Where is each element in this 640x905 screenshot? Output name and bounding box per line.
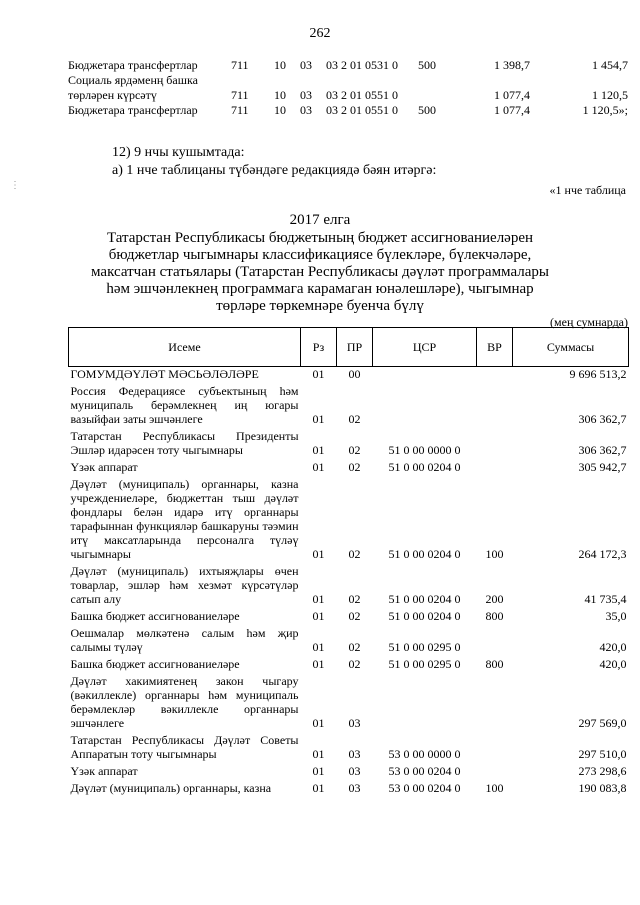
cell-name: Оешмалар мөлкәтенә салым һәм җир салымы түләү — [70, 626, 299, 654]
cell-name: Дәүләт (муниципаль) ихтыяҗлары өчен товарлар, эшләр һәм хезмәт күрсәтүләр сатып алу — [70, 564, 299, 606]
table-row — [69, 381, 629, 426]
continuation-cell-v2: 1 454,7 — [592, 58, 628, 72]
cell-rz: 01 — [312, 747, 325, 761]
cell-csr: 53 0 00 0204 0 — [388, 764, 461, 778]
table-row — [69, 561, 629, 606]
table-header-row — [69, 328, 629, 367]
cell-sum: 306 362,7 — [578, 412, 627, 426]
continuation-row — [68, 88, 628, 104]
cell-sum: 41 735,4 — [584, 592, 627, 606]
table-row — [69, 606, 629, 623]
cell-sum: 420,0 — [599, 640, 627, 654]
cell-csr: 51 0 00 0295 0 — [388, 657, 461, 671]
cell-pr: 02 — [348, 443, 361, 457]
cell-pr: 00 — [348, 367, 361, 381]
continuation-cell-vr: 500 — [418, 103, 436, 117]
continuation-cell-rz: 10 — [274, 58, 286, 72]
continuation-cell-name: Социаль ярдәменң башка — [68, 73, 198, 87]
cell-rz: 01 — [312, 640, 325, 654]
cell-sum: 9 696 513,2 — [569, 367, 627, 381]
continuation-cell-rz: 10 — [274, 88, 286, 102]
cell-sum: 306 362,7 — [578, 443, 627, 457]
cell-sum: 273 298,6 — [578, 764, 627, 778]
table-row — [69, 654, 629, 671]
continuation-cell-pr: 03 — [300, 88, 312, 102]
cell-pr: 02 — [348, 460, 361, 474]
cell-pr: 02 — [348, 640, 361, 654]
continuation-cell-v1: 1 077,4 — [494, 88, 530, 102]
continuation-cell-ved: 711 — [231, 88, 249, 102]
cell-csr: 51 0 00 0204 0 — [388, 460, 461, 474]
scan-margin-mark: ⋮ — [10, 180, 20, 191]
cell-vr — [477, 381, 513, 426]
continuation-cell-name: Бюджетара трансфертлар — [68, 103, 198, 117]
continuation-cell-csr: 03 2 01 0531 0 — [326, 58, 398, 72]
cell-pr: 02 — [348, 592, 361, 606]
continuation-cell-csr: 03 2 01 0551 0 — [326, 88, 398, 102]
cell-vr — [477, 730, 513, 761]
continuation-cell-name: Бюджетара трансфертлар — [68, 58, 198, 72]
table-heading: Татарстан Республикасы бюджетының бюджет ассигнованиеләрен бюджетлар чыгымнары классификациясе бүлекләре, бүлекчәләре, максатчан статьялары (Татарстан Республикасы дәүләт программалары һәм эшчәнлекнең программага карамаган юнәлешләре), чыгымнар төрләре төркемнәре буенча бүлү — [91, 230, 549, 314]
continuation-cell-v2: 1 120,5»; — [582, 103, 628, 117]
cell-rz: 01 — [312, 443, 325, 457]
col-header-sum: Суммасы — [513, 328, 629, 367]
continuation-cell-ved: 711 — [231, 58, 249, 72]
table-row — [69, 671, 629, 730]
cell-sum: 297 510,0 — [578, 747, 627, 761]
cell-sum: 305 942,7 — [578, 460, 627, 474]
cell-name: Дәүләт хакимиятенең закон чыгару (вәкиллекле) органнары һәм муниципаль берәмлекләр вәкиллекле органнары эшчәнлеге — [70, 674, 299, 730]
col-header-pr: ПР — [337, 328, 373, 367]
cell-vr: 800 — [485, 657, 504, 671]
table-row — [69, 778, 629, 795]
cell-name: Дәүләт (муниципаль) органнары, казна — [70, 781, 272, 795]
table-row — [69, 367, 629, 382]
cell-pr: 03 — [348, 716, 361, 730]
cell-csr — [373, 671, 477, 730]
continuation-cell-v2: 1 120,5 — [592, 88, 628, 102]
continuation-cell-name: төрләрен күрсәтү — [68, 88, 157, 102]
table-row — [69, 457, 629, 474]
cell-pr: 03 — [348, 781, 361, 795]
cell-csr: 51 0 00 0204 0 — [388, 547, 461, 561]
cell-sum: 297 569,0 — [578, 716, 627, 730]
continuation-cell-rz: 10 — [274, 103, 286, 117]
cell-sum: 264 172,3 — [578, 547, 627, 561]
paragraph-subitem-a: а) 1 нче таблицаны түбәндәге редакциядә бәян итәргә: — [112, 163, 437, 178]
continuation-row — [68, 103, 628, 119]
cell-vr — [477, 623, 513, 654]
continuation-cell-csr: 03 2 01 0551 0 — [326, 103, 398, 117]
continuation-row — [68, 58, 628, 74]
cell-csr — [373, 367, 477, 382]
table-reference: «1 нче таблица — [549, 183, 626, 197]
table-row — [69, 761, 629, 778]
table-row — [69, 623, 629, 654]
continuation-cell-vr: 500 — [418, 58, 436, 72]
budget-table — [68, 327, 629, 795]
cell-pr: 02 — [348, 609, 361, 623]
continuation-cell-ved: 711 — [231, 103, 249, 117]
cell-rz: 01 — [312, 367, 325, 381]
cell-rz: 01 — [312, 592, 325, 606]
paragraph-item-12: 12) 9 нчы кушымтада: — [112, 145, 245, 160]
continuation-cell-v1: 1 398,7 — [494, 58, 530, 72]
cell-csr: 51 0 00 0295 0 — [388, 640, 461, 654]
cell-name: Россия Федерациясе субъектының һәм муниципаль берәмлекнең иң югары вазыйфаи заты эшчәнлеге — [70, 384, 299, 426]
cell-name: Үзәк аппарат — [70, 764, 138, 778]
cell-rz: 01 — [312, 716, 325, 730]
cell-name: Башка бюджет ассигнованиеләре — [70, 609, 240, 623]
cell-sum: 35,0 — [605, 609, 627, 623]
continuation-cell-pr: 03 — [300, 103, 312, 117]
cell-vr — [477, 457, 513, 474]
cell-vr — [477, 761, 513, 778]
cell-pr: 02 — [348, 657, 361, 671]
table-row — [69, 730, 629, 761]
table-row — [69, 474, 629, 561]
cell-pr: 02 — [348, 547, 361, 561]
cell-csr: 53 0 00 0204 0 — [388, 781, 461, 795]
cell-vr — [477, 367, 513, 382]
col-header-vr: ВР — [477, 328, 513, 367]
cell-vr — [477, 426, 513, 457]
cell-rz: 01 — [312, 657, 325, 671]
cell-rz: 01 — [312, 547, 325, 561]
cell-name: Татарстан Республикасы Президенты Эшләр идарәсен тоту чыгымнары — [70, 429, 299, 457]
cell-vr — [477, 671, 513, 730]
units-note: (мең сумнарда) — [550, 315, 628, 329]
cell-csr — [373, 381, 477, 426]
continuation-cell-pr: 03 — [300, 58, 312, 72]
table-body — [69, 367, 629, 796]
cell-rz: 01 — [312, 764, 325, 778]
cell-name: Татарстан Республикасы Дәүләт Советы Аппаратын тоту чыгымнары — [70, 733, 299, 761]
year-title: 2017 елга — [289, 212, 351, 228]
continuation-cell-v1: 1 077,4 — [494, 103, 530, 117]
cell-name: Үзәк аппарат — [70, 460, 138, 474]
continuation-row — [68, 73, 628, 89]
cell-name: ГОМУМДӘҮЛӘТ МӘСЬӘЛӘЛӘРЕ — [70, 367, 259, 381]
cell-csr: 53 0 00 0000 0 — [388, 747, 461, 761]
page-number: 262 — [309, 26, 331, 41]
cell-name: Дәүләт (муниципаль) органнары, казна учреждениеләре, бюджеттан тыш дәүләт фондлары белән идарә итү органнары тарафыннан функцияләр башкаруны тәэмин итү максатларында персоналга түләү чыгымнары — [70, 477, 299, 561]
cell-vr: 100 — [485, 781, 504, 795]
cell-sum: 190 083,8 — [578, 781, 627, 795]
cell-csr: 51 0 00 0204 0 — [388, 609, 461, 623]
cell-vr: 200 — [485, 592, 504, 606]
cell-sum: 420,0 — [599, 657, 627, 671]
cell-rz: 01 — [312, 609, 325, 623]
cell-vr: 100 — [485, 547, 504, 561]
col-header-name: Исеме — [69, 328, 301, 367]
cell-csr: 51 0 00 0204 0 — [388, 592, 461, 606]
cell-csr: 51 0 00 0000 0 — [388, 443, 461, 457]
cell-vr: 800 — [485, 609, 504, 623]
cell-pr: 03 — [348, 764, 361, 778]
cell-rz: 01 — [312, 781, 325, 795]
cell-pr: 02 — [348, 412, 361, 426]
table-row — [69, 426, 629, 457]
cell-pr: 03 — [348, 747, 361, 761]
cell-rz: 01 — [312, 412, 325, 426]
cell-name: Башка бюджет ассигнованиеләре — [70, 657, 240, 671]
cell-rz: 01 — [312, 460, 325, 474]
col-header-csr: ЦСР — [373, 328, 477, 367]
col-header-rz: Рз — [301, 328, 337, 367]
